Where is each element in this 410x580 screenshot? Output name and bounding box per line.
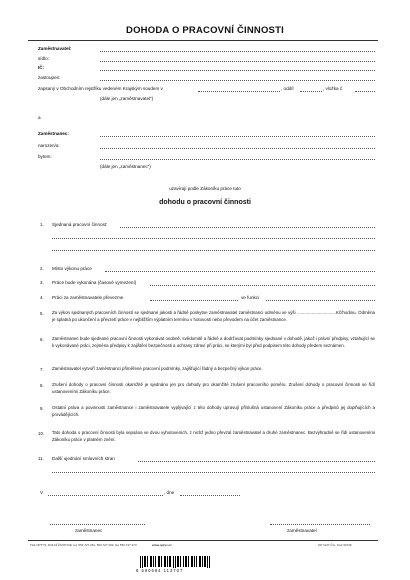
item-number: 1. (40, 222, 44, 227)
employee-name-field[interactable] (100, 136, 375, 137)
item-7-text: Zaměstnavatel vytvoří zaměstnanci přiměřené pracovní podmínky, zajišťující řádný a bezpečný výkon práce. (52, 366, 263, 371)
item-number: 7. (40, 367, 44, 372)
item-number: 8. (40, 383, 44, 388)
item-number: 10. (38, 431, 45, 436)
sidlo-field[interactable] (100, 61, 375, 62)
item-9-text: Ostatní práva a povinnosti zaměstnance i zaměstnavatele vyplývající z této dohody upravují příslušná ustanovení Zákoníku práce a předpisů jej doplňujících a provádějících. (52, 405, 375, 417)
item-number: 2. (40, 266, 44, 271)
oddil-label: , oddíl (281, 86, 294, 91)
item-2-label: Místo výkonu práce (52, 266, 92, 271)
employer-signature-line[interactable] (270, 524, 370, 525)
item-number: 5. (40, 311, 44, 316)
ic-label: IČ: (38, 65, 45, 70)
item-11-field-line-2[interactable] (52, 472, 375, 473)
item-number: 11. (38, 456, 44, 461)
item-8-text: Zrušení dohody o pracovní činnosti okamžitě je sjednáno jen pro dohody pro okamžité zrušení pracovního poměru. Zrušení dohody o pracovní činnosti se řídí ustanoveními Zákoníku práce. (52, 382, 375, 394)
date-label: , dne (164, 490, 175, 495)
agreement-heading: dohodu o pracovní činnosti (159, 199, 251, 206)
item-10-text: Tato dohoda o pracovní činnosti byla sepsána ve dvou vyhotoveních, z nichž jedno převzal zaměstnavatel a druhé zaměstnanec. Bezvýhradně se řídí ustanoveními Zákoníku práce v platném znění. (52, 430, 375, 442)
footer-form-code: OP 1137 Čís. 1/12 33746 (318, 543, 352, 547)
registry-label: zapsaný v Obchodním rejstříku vedeném Krajským soudem v (38, 86, 163, 91)
barcode-icon (140, 556, 212, 568)
item-4-function-field[interactable] (266, 300, 375, 301)
footer-rule (28, 540, 378, 541)
vlozka-label: , vložka č. (323, 86, 344, 91)
bytem-field[interactable] (100, 159, 375, 160)
item-6-text: Zaměstnanec bude sjednané pracovní činnosti vykonávat osobně, svědomitě a řádně a dodržovat podmínky sjednané v dohodě, jakož i právní předpisy, vztahující se k vykonávané práci, zejména předpisy k zajištění bezpečnosti a ochrany zdraví při práci, se kterými byl před podpisem této dohody předem seznámen. (52, 336, 375, 348)
sidlo-label: sídlo: (38, 56, 49, 61)
item-3-label: Práce bude vykonána (časové vymezení) (52, 280, 137, 285)
item-4-label: Práci za zaměstnavatele převezme (52, 295, 124, 300)
item-2-field[interactable] (105, 271, 375, 272)
item-3-field[interactable] (150, 285, 375, 286)
employer-label: Zaměstnavatel: (38, 46, 72, 51)
employer-name-field[interactable] (100, 51, 375, 52)
date-field[interactable] (180, 495, 240, 496)
title-rule (28, 40, 378, 41)
item-1-field-line-1[interactable] (120, 227, 375, 228)
item-1-label: Sjednaná pracovní činnost: (52, 222, 108, 227)
place-label: V (40, 490, 44, 495)
footer-website: www.optys.cz (152, 543, 172, 547)
ic-field[interactable] (100, 70, 375, 71)
document-title: DOHODA O PRACOVNÍ ČINNOSTI (126, 25, 284, 36)
bytem-label: bytem: (38, 154, 52, 159)
oddil-field[interactable] (300, 91, 322, 92)
footer-publisher: Tisk OPTYS, DOLNÍ ŽIVOTICE, tel. 553 727 261, 553 727 263, fax 553 727 373 (30, 543, 137, 547)
item-4-function-label: ve funkci (241, 295, 260, 300)
conjunction-a: a (38, 115, 41, 120)
item-number: 9. (40, 406, 44, 411)
zastoupen-label: zastoupen: (38, 75, 61, 80)
employer-signature-label: zaměstnavatel (287, 528, 317, 533)
employee-signature-line[interactable] (50, 524, 145, 525)
item-number: 4. (40, 295, 44, 300)
narozen-field[interactable] (100, 148, 375, 149)
item-number: 6. (40, 337, 44, 342)
registry-court-field[interactable] (198, 91, 280, 92)
item-11-field-line-1[interactable] (138, 461, 375, 462)
place-field[interactable] (48, 495, 163, 496)
subtitle: uzavírají podle Zákoníku práce tuto (169, 186, 241, 191)
item-5-text: Za výkon sjednaných pracovních činností se sjednané jakosti a řádně poskytne zaměstnavatel zaměstnanci odměnu ve výši ................................Kč/hodinu. Odměna je splatná po ukončení a převzetí práce v nejbližším výplatním termínu v hotovosti nebo převodem na účet zaměstnance. (52, 310, 375, 322)
employee-signature-label: zaměstnanec (75, 528, 103, 533)
item-1-field-line-3[interactable] (52, 250, 375, 251)
vlozka-field[interactable] (355, 91, 375, 92)
barcode-number: 8 590584 113707 (136, 568, 184, 573)
employee-alias: (dále jen „zaměstnanec“) (100, 164, 151, 169)
narozen-label: narozen/a: (38, 143, 60, 148)
item-11-label: Další ujednání smluvních stran (52, 456, 115, 461)
item-1-field-line-2[interactable] (52, 238, 375, 239)
employee-label: Zaměstnanec: (38, 131, 69, 136)
employer-alias: (dále jen „zaměstnavatel“) (100, 96, 154, 101)
zastoupen-field[interactable] (100, 80, 375, 81)
item-4-person-field[interactable] (150, 300, 238, 301)
item-number: 3. (40, 280, 44, 285)
